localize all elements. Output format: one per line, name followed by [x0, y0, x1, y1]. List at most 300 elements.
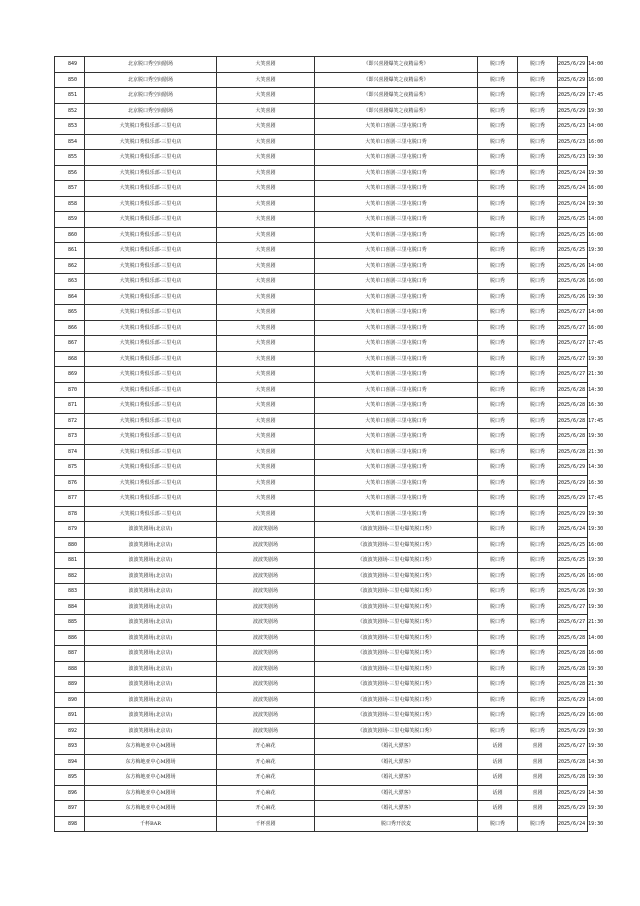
table-row: [55, 754, 588, 770]
show-title-cell: 大笑单口喜剧·三里屯脱口秀: [315, 181, 478, 197]
datetime-cell: 2025/6/27 17:45: [558, 336, 588, 352]
category-cell: 脱口秀: [478, 165, 518, 181]
table-row: [55, 88, 588, 104]
venue-cell: 波波笑剧场(北京店): [85, 630, 217, 646]
venue-cell: 大笑脱口秀俱乐部-三里屯店: [85, 119, 217, 135]
genre-cell: 脱口秀: [518, 382, 558, 398]
datetime-cell: 2025/6/27 19:30: [558, 599, 588, 615]
row-number: 866: [55, 320, 85, 336]
venue-cell: 千杯BAR: [85, 816, 217, 832]
show-title-cell: 《即兴喜剧爆笑之夜精品秀》: [315, 57, 478, 73]
category-cell: 脱口秀: [478, 491, 518, 507]
table-row: [55, 212, 588, 228]
category-cell: 脱口秀: [478, 88, 518, 104]
organizer-cell: 大笑喜剧: [217, 444, 315, 460]
venue-cell: 东方梅地亚中心M剧场: [85, 801, 217, 817]
organizer-cell: 波波笑剧场: [217, 646, 315, 662]
venue-cell: 东方梅地亚中心M剧场: [85, 739, 217, 755]
show-title-cell: 大笑单口喜剧·三里屯脱口秀: [315, 382, 478, 398]
table-row: [55, 460, 588, 476]
venue-cell: 波波笑剧场(北京店): [85, 708, 217, 724]
venue-cell: 大笑脱口秀俱乐部-三里屯店: [85, 351, 217, 367]
row-number: 872: [55, 413, 85, 429]
row-number: 880: [55, 537, 85, 553]
venue-cell: 北京脱口秀空间剧场: [85, 88, 217, 104]
organizer-cell: 波波笑剧场: [217, 599, 315, 615]
datetime-cell: 2025/6/28 19:30: [558, 661, 588, 677]
datetime-cell: 2025/6/25 19:30: [558, 243, 588, 259]
row-number: 861: [55, 243, 85, 259]
organizer-cell: 大笑喜剧: [217, 196, 315, 212]
genre-cell: 脱口秀: [518, 227, 558, 243]
organizer-cell: 大笑喜剧: [217, 227, 315, 243]
genre-cell: 脱口秀: [518, 708, 558, 724]
category-cell: 脱口秀: [478, 181, 518, 197]
row-number: 883: [55, 584, 85, 600]
show-title-cell: 《波波笑剧场-三里屯爆笑脱口秀》: [315, 615, 478, 631]
venue-cell: 大笑脱口秀俱乐部-三里屯店: [85, 460, 217, 476]
table-row: [55, 165, 588, 181]
show-title-cell: 《婚礼大骠客》: [315, 770, 478, 786]
show-title-cell: 大笑单口喜剧·三里屯脱口秀: [315, 289, 478, 305]
show-title-cell: 大笑单口喜剧·三里屯脱口秀: [315, 227, 478, 243]
show-title-cell: 《即兴喜剧爆笑之夜精品秀》: [315, 88, 478, 104]
row-number: 853: [55, 119, 85, 135]
show-title-cell: 《婚礼大骠客》: [315, 801, 478, 817]
table-row: [55, 72, 588, 88]
table-row: [55, 506, 588, 522]
datetime-cell: 2025/6/29 16:00: [558, 708, 588, 724]
category-cell: 脱口秀: [478, 429, 518, 445]
organizer-cell: 大笑喜剧: [217, 181, 315, 197]
datetime-cell: 2025/6/23 16:00: [558, 134, 588, 150]
datetime-cell: 2025/6/29 14:30: [558, 460, 588, 476]
row-number: 897: [55, 801, 85, 817]
show-title-cell: 大笑单口喜剧·三里屯脱口秀: [315, 491, 478, 507]
category-cell: 脱口秀: [478, 289, 518, 305]
organizer-cell: 大笑喜剧: [217, 289, 315, 305]
table-row: [55, 351, 588, 367]
venue-cell: 大笑脱口秀俱乐部-三里屯店: [85, 258, 217, 274]
organizer-cell: 大笑喜剧: [217, 382, 315, 398]
genre-cell: 脱口秀: [518, 723, 558, 739]
genre-cell: 脱口秀: [518, 646, 558, 662]
table-row: [55, 708, 588, 724]
row-number: 887: [55, 646, 85, 662]
genre-cell: 脱口秀: [518, 150, 558, 166]
organizer-cell: 大笑喜剧: [217, 367, 315, 383]
genre-cell: 脱口秀: [518, 181, 558, 197]
datetime-cell: 2025/6/26 14:00: [558, 258, 588, 274]
datetime-cell: 2025/6/28 19:30: [558, 770, 588, 786]
table-row: [55, 816, 588, 832]
genre-cell: 脱口秀: [518, 88, 558, 104]
category-cell: 脱口秀: [478, 382, 518, 398]
datetime-cell: 2025/6/28 14:30: [558, 382, 588, 398]
show-title-cell: 大笑单口喜剧·三里屯脱口秀: [315, 165, 478, 181]
table-row: [55, 677, 588, 693]
category-cell: 脱口秀: [478, 320, 518, 336]
venue-cell: 大笑脱口秀俱乐部-三里屯店: [85, 196, 217, 212]
table-row: [55, 785, 588, 801]
table-row: [55, 274, 588, 290]
show-title-cell: 大笑单口喜剧·三里屯脱口秀: [315, 305, 478, 321]
genre-cell: 脱口秀: [518, 243, 558, 259]
category-cell: 脱口秀: [478, 646, 518, 662]
datetime-cell: 2025/6/24 19:30: [558, 816, 588, 832]
show-title-cell: 《波波笑剧场-三里屯爆笑脱口秀》: [315, 553, 478, 569]
table-row: [55, 553, 588, 569]
genre-cell: 脱口秀: [518, 444, 558, 460]
category-cell: 脱口秀: [478, 506, 518, 522]
row-number: 852: [55, 103, 85, 119]
genre-cell: 喜剧: [518, 754, 558, 770]
venue-cell: 东方梅地亚中心M剧场: [85, 785, 217, 801]
table-row: [55, 196, 588, 212]
category-cell: 话剧: [478, 770, 518, 786]
show-title-cell: 大笑单口喜剧·三里屯脱口秀: [315, 413, 478, 429]
datetime-cell: 2025/6/28 21:30: [558, 677, 588, 693]
organizer-cell: 波波笑剧场: [217, 708, 315, 724]
venue-cell: 大笑脱口秀俱乐部-三里屯店: [85, 320, 217, 336]
genre-cell: 脱口秀: [518, 661, 558, 677]
organizer-cell: 大笑喜剧: [217, 88, 315, 104]
organizer-cell: 大笑喜剧: [217, 491, 315, 507]
organizer-cell: 波波笑剧场: [217, 553, 315, 569]
venue-cell: 波波笑剧场(北京店): [85, 584, 217, 600]
show-title-cell: 大笑单口喜剧·三里屯脱口秀: [315, 274, 478, 290]
organizer-cell: 大笑喜剧: [217, 351, 315, 367]
category-cell: 脱口秀: [478, 103, 518, 119]
category-cell: 话剧: [478, 754, 518, 770]
category-cell: 脱口秀: [478, 258, 518, 274]
table-row: [55, 522, 588, 538]
datetime-cell: 2025/6/25 14:00: [558, 212, 588, 228]
category-cell: 脱口秀: [478, 305, 518, 321]
show-title-cell: 《波波笑剧场-三里屯爆笑脱口秀》: [315, 522, 478, 538]
row-number: 874: [55, 444, 85, 460]
row-number: 881: [55, 553, 85, 569]
organizer-cell: 大笑喜剧: [217, 429, 315, 445]
category-cell: 脱口秀: [478, 692, 518, 708]
datetime-cell: 2025/6/28 19:30: [558, 429, 588, 445]
row-number: 893: [55, 739, 85, 755]
row-number: 859: [55, 212, 85, 228]
show-title-cell: 大笑单口喜剧·三里屯脱口秀: [315, 212, 478, 228]
row-number: 886: [55, 630, 85, 646]
venue-cell: 波波笑剧场(北京店): [85, 692, 217, 708]
category-cell: 脱口秀: [478, 243, 518, 259]
category-cell: 脱口秀: [478, 708, 518, 724]
show-title-cell: 《即兴喜剧爆笑之夜精品秀》: [315, 72, 478, 88]
table-row: [55, 367, 588, 383]
row-number: 868: [55, 351, 85, 367]
row-number: 856: [55, 165, 85, 181]
table-row: [55, 258, 588, 274]
venue-cell: 波波笑剧场(北京店): [85, 522, 217, 538]
row-number: 896: [55, 785, 85, 801]
organizer-cell: 大笑喜剧: [217, 413, 315, 429]
table-row: [55, 537, 588, 553]
genre-cell: 脱口秀: [518, 119, 558, 135]
show-title-cell: 大笑单口喜剧·三里屯脱口秀: [315, 506, 478, 522]
show-title-cell: 《波波笑剧场-三里屯爆笑脱口秀》: [315, 568, 478, 584]
table-row: [55, 646, 588, 662]
datetime-cell: 2025/6/29 16:30: [558, 475, 588, 491]
genre-cell: 脱口秀: [518, 289, 558, 305]
venue-cell: 北京脱口秀空间剧场: [85, 103, 217, 119]
venue-cell: 波波笑剧场(北京店): [85, 615, 217, 631]
datetime-cell: 2025/6/29 17:45: [558, 491, 588, 507]
table-row: [55, 444, 588, 460]
table-row: [55, 491, 588, 507]
category-cell: 脱口秀: [478, 599, 518, 615]
table-row: [55, 615, 588, 631]
show-title-cell: 大笑单口喜剧·三里屯脱口秀: [315, 258, 478, 274]
venue-cell: 波波笑剧场(北京店): [85, 677, 217, 693]
organizer-cell: 波波笑剧场: [217, 630, 315, 646]
datetime-cell: 2025/6/29 14:00: [558, 692, 588, 708]
category-cell: 脱口秀: [478, 119, 518, 135]
datetime-cell: 2025/6/29 19:30: [558, 103, 588, 119]
datetime-cell: 2025/6/29 16:00: [558, 72, 588, 88]
show-title-cell: 大笑单口喜剧·三里屯脱口秀: [315, 351, 478, 367]
genre-cell: 脱口秀: [518, 57, 558, 73]
category-cell: 脱口秀: [478, 615, 518, 631]
venue-cell: 大笑脱口秀俱乐部-三里屯店: [85, 274, 217, 290]
row-number: 851: [55, 88, 85, 104]
table-row: [55, 661, 588, 677]
show-title-cell: 大笑单口喜剧·三里屯脱口秀: [315, 475, 478, 491]
datetime-cell: 2025/6/29 17:45: [558, 88, 588, 104]
table-row: [55, 723, 588, 739]
venue-cell: 大笑脱口秀俱乐部-三里屯店: [85, 398, 217, 414]
venue-cell: 大笑脱口秀俱乐部-三里屯店: [85, 165, 217, 181]
datetime-cell: 2025/6/29 14:00: [558, 57, 588, 73]
show-title-cell: 《波波笑剧场-三里屯爆笑脱口秀》: [315, 630, 478, 646]
genre-cell: 脱口秀: [518, 553, 558, 569]
genre-cell: 喜剧: [518, 739, 558, 755]
show-title-cell: 《波波笑剧场-三里屯爆笑脱口秀》: [315, 646, 478, 662]
schedule-table: [54, 56, 604, 832]
venue-cell: 大笑脱口秀俱乐部-三里屯店: [85, 227, 217, 243]
organizer-cell: 开心麻花: [217, 801, 315, 817]
table-row: [55, 227, 588, 243]
genre-cell: 脱口秀: [518, 677, 558, 693]
venue-cell: 波波笑剧场(北京店): [85, 537, 217, 553]
genre-cell: 脱口秀: [518, 692, 558, 708]
genre-cell: 脱口秀: [518, 816, 558, 832]
category-cell: 脱口秀: [478, 336, 518, 352]
datetime-cell: 2025/6/27 16:00: [558, 320, 588, 336]
row-number: 895: [55, 770, 85, 786]
show-title-cell: 《婚礼大骠客》: [315, 739, 478, 755]
table-row: [55, 568, 588, 584]
row-number: 869: [55, 367, 85, 383]
show-title-cell: 大笑单口喜剧·三里屯脱口秀: [315, 134, 478, 150]
genre-cell: 脱口秀: [518, 491, 558, 507]
datetime-cell: 2025/6/27 19:30: [558, 739, 588, 755]
datetime-cell: 2025/6/26 19:30: [558, 289, 588, 305]
genre-cell: 脱口秀: [518, 460, 558, 476]
table-row: [55, 119, 588, 135]
genre-cell: 脱口秀: [518, 212, 558, 228]
organizer-cell: 波波笑剧场: [217, 584, 315, 600]
datetime-cell: 2025/6/29 19:30: [558, 506, 588, 522]
genre-cell: 脱口秀: [518, 72, 558, 88]
organizer-cell: 开心麻花: [217, 785, 315, 801]
genre-cell: 脱口秀: [518, 584, 558, 600]
show-title-cell: 大笑单口喜剧·三里屯脱口秀: [315, 119, 478, 135]
show-title-cell: 脱口秀开放麦: [315, 816, 478, 832]
show-title-cell: 《波波笑剧场-三里屯爆笑脱口秀》: [315, 708, 478, 724]
venue-cell: 大笑脱口秀俱乐部-三里屯店: [85, 444, 217, 460]
datetime-cell: 2025/6/28 17:45: [558, 413, 588, 429]
organizer-cell: 大笑喜剧: [217, 258, 315, 274]
show-title-cell: 《波波笑剧场-三里屯爆笑脱口秀》: [315, 661, 478, 677]
table-row: [55, 289, 588, 305]
row-number: 889: [55, 677, 85, 693]
table-row: [55, 398, 588, 414]
genre-cell: 脱口秀: [518, 429, 558, 445]
datetime-cell: 2025/6/27 21:30: [558, 367, 588, 383]
show-title-cell: 《波波笑剧场-三里屯爆笑脱口秀》: [315, 537, 478, 553]
organizer-cell: 大笑喜剧: [217, 475, 315, 491]
genre-cell: 脱口秀: [518, 103, 558, 119]
datetime-cell: 2025/6/26 16:00: [558, 274, 588, 290]
table-row: [55, 475, 588, 491]
venue-cell: 波波笑剧场(北京店): [85, 646, 217, 662]
genre-cell: 脱口秀: [518, 522, 558, 538]
datetime-cell: 2025/6/27 21:30: [558, 615, 588, 631]
genre-cell: 脱口秀: [518, 336, 558, 352]
genre-cell: 脱口秀: [518, 320, 558, 336]
row-number: 885: [55, 615, 85, 631]
genre-cell: 脱口秀: [518, 599, 558, 615]
genre-cell: 脱口秀: [518, 398, 558, 414]
row-number: 857: [55, 181, 85, 197]
genre-cell: 脱口秀: [518, 475, 558, 491]
show-title-cell: 《波波笑剧场-三里屯爆笑脱口秀》: [315, 692, 478, 708]
table-row: [55, 584, 588, 600]
table-row: [55, 630, 588, 646]
show-title-cell: 《即兴喜剧爆笑之夜精品秀》: [315, 103, 478, 119]
genre-cell: 脱口秀: [518, 165, 558, 181]
row-number: 882: [55, 568, 85, 584]
row-number: 867: [55, 336, 85, 352]
row-number: 865: [55, 305, 85, 321]
organizer-cell: 大笑喜剧: [217, 134, 315, 150]
table-row: [55, 243, 588, 259]
datetime-cell: 2025/6/29 14:30: [558, 785, 588, 801]
category-cell: 脱口秀: [478, 274, 518, 290]
organizer-cell: 大笑喜剧: [217, 212, 315, 228]
venue-cell: 波波笑剧场(北京店): [85, 568, 217, 584]
table-row: [55, 429, 588, 445]
row-number: 862: [55, 258, 85, 274]
category-cell: 脱口秀: [478, 522, 518, 538]
organizer-cell: 大笑喜剧: [217, 398, 315, 414]
venue-cell: 大笑脱口秀俱乐部-三里屯店: [85, 305, 217, 321]
datetime-cell: 2025/6/26 16:00: [558, 568, 588, 584]
datetime-cell: 2025/6/28 16:00: [558, 646, 588, 662]
row-number: 849: [55, 57, 85, 73]
show-title-cell: 《波波笑剧场-三里屯爆笑脱口秀》: [315, 677, 478, 693]
category-cell: 脱口秀: [478, 212, 518, 228]
venue-cell: 东方梅地亚中心M剧场: [85, 770, 217, 786]
row-number: 892: [55, 723, 85, 739]
category-cell: 脱口秀: [478, 72, 518, 88]
table-row: [55, 599, 588, 615]
row-number: 891: [55, 708, 85, 724]
category-cell: 脱口秀: [478, 227, 518, 243]
category-cell: 脱口秀: [478, 816, 518, 832]
datetime-cell: 2025/6/26 19:30: [558, 584, 588, 600]
organizer-cell: 大笑喜剧: [217, 119, 315, 135]
category-cell: 脱口秀: [478, 413, 518, 429]
venue-cell: 大笑脱口秀俱乐部-三里屯店: [85, 367, 217, 383]
datetime-cell: 2025/6/23 19:30: [558, 150, 588, 166]
show-title-cell: 《波波笑剧场-三里屯爆笑脱口秀》: [315, 584, 478, 600]
show-title-cell: 大笑单口喜剧·三里屯脱口秀: [315, 320, 478, 336]
table-row: [55, 181, 588, 197]
category-cell: 脱口秀: [478, 351, 518, 367]
table-row: [55, 320, 588, 336]
row-number: 879: [55, 522, 85, 538]
genre-cell: 脱口秀: [518, 537, 558, 553]
organizer-cell: 大笑喜剧: [217, 336, 315, 352]
row-number: 875: [55, 460, 85, 476]
show-title-cell: 《波波笑剧场-三里屯爆笑脱口秀》: [315, 599, 478, 615]
organizer-cell: 开心麻花: [217, 739, 315, 755]
venue-cell: 大笑脱口秀俱乐部-三里屯店: [85, 382, 217, 398]
table-row: [55, 413, 588, 429]
venue-cell: 北京脱口秀空间剧场: [85, 72, 217, 88]
row-number: 884: [55, 599, 85, 615]
datetime-cell: 2025/6/25 19:30: [558, 553, 588, 569]
row-number: 850: [55, 72, 85, 88]
genre-cell: 脱口秀: [518, 258, 558, 274]
row-number: 898: [55, 816, 85, 832]
category-cell: 脱口秀: [478, 677, 518, 693]
genre-cell: 脱口秀: [518, 413, 558, 429]
venue-cell: 大笑脱口秀俱乐部-三里屯店: [85, 336, 217, 352]
row-number: 855: [55, 150, 85, 166]
row-number: 863: [55, 274, 85, 290]
category-cell: 话剧: [478, 739, 518, 755]
genre-cell: 脱口秀: [518, 367, 558, 383]
organizer-cell: 大笑喜剧: [217, 150, 315, 166]
venue-cell: 大笑脱口秀俱乐部-三里屯店: [85, 429, 217, 445]
show-title-cell: 大笑单口喜剧·三里屯脱口秀: [315, 444, 478, 460]
venue-cell: 波波笑剧场(北京店): [85, 599, 217, 615]
show-title-cell: 大笑单口喜剧·三里屯脱口秀: [315, 150, 478, 166]
table-row: [55, 770, 588, 786]
category-cell: 话剧: [478, 801, 518, 817]
datetime-cell: 2025/6/25 16:00: [558, 537, 588, 553]
row-number: 870: [55, 382, 85, 398]
table-row: [55, 57, 588, 73]
datetime-cell: 2025/6/24 16:00: [558, 181, 588, 197]
schedule-table-body: [55, 57, 604, 832]
row-number: 894: [55, 754, 85, 770]
venue-cell: 波波笑剧场(北京店): [85, 723, 217, 739]
genre-cell: 脱口秀: [518, 630, 558, 646]
row-number: 858: [55, 196, 85, 212]
category-cell: 话剧: [478, 785, 518, 801]
organizer-cell: 大笑喜剧: [217, 274, 315, 290]
organizer-cell: 大笑喜剧: [217, 165, 315, 181]
